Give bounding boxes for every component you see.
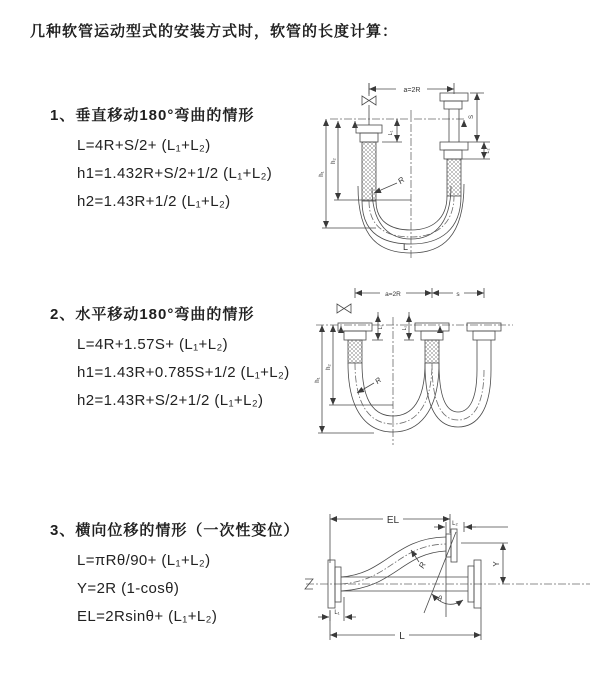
section-2 xyxy=(50,303,290,414)
diagram-lateral-displacement xyxy=(298,505,598,650)
dim-label-el: EL xyxy=(386,515,400,526)
dim-label-h2: h₂ xyxy=(331,158,337,164)
section-2-formulas xyxy=(50,330,290,414)
radius-label: R xyxy=(417,560,428,570)
diagram-vertical-180-bend xyxy=(312,76,512,261)
diagram3-linework xyxy=(305,513,590,641)
section-1-heading: 1、垂直移动180°弯曲的情形 xyxy=(50,107,255,124)
left-flange xyxy=(338,323,372,363)
diagram-horizontal-180-bend xyxy=(308,285,598,450)
formula-line: h2=1.43R+1/2 (L₁+L₂) xyxy=(77,192,231,210)
dim-label-s: S xyxy=(469,114,475,120)
dim-label-y: Y xyxy=(492,561,501,567)
formula-line: L=πRθ/90+ (L₁+L₂) xyxy=(77,551,211,569)
dim-label-h2: h₂ xyxy=(326,364,332,370)
dim-label-h1: h₁ xyxy=(315,377,321,383)
dim-label-l1: L₁ xyxy=(388,130,394,136)
formula-line: h1=1.432R+S/2+1/2 (L₁+L₂) xyxy=(77,164,273,182)
dim-label-l1: L₁ xyxy=(334,610,340,616)
right-flange-stack xyxy=(440,93,468,196)
dim-label-h1: h₁ xyxy=(319,171,325,177)
section-2-heading: 2、水平移动180°弯曲的情形 xyxy=(50,306,255,323)
dim-label-a2r: a=2R xyxy=(403,87,421,94)
middle-flange xyxy=(415,323,449,363)
page-title: 几种软管运动型式的安装方式时，软管的长度计算： xyxy=(30,23,399,40)
formula-line: h2=1.43R+S/2+1/2 (L₁+L₂) xyxy=(77,391,264,409)
section-3 xyxy=(50,519,299,630)
dim-label-s: s xyxy=(456,291,460,298)
dim-label-a2r: a=2R xyxy=(385,291,401,298)
formula-line: L=4R+1.57S+ (L₁+L₂) xyxy=(77,335,229,353)
angle-arc xyxy=(432,594,463,604)
formula-line: L=4R+S/2+ (L₁+L₂) xyxy=(77,136,211,154)
section-3-formulas xyxy=(50,546,299,630)
hose-u-bends xyxy=(348,363,491,432)
formula-line: EL=2Rsinθ+ (L₁+L₂) xyxy=(77,607,218,625)
section-3-heading: 3、横向位移的情形（一次性变位） xyxy=(50,522,300,539)
dim-label-l2: L₂ xyxy=(485,148,491,154)
radius-label: R xyxy=(396,175,407,186)
diagram2-linework xyxy=(316,288,513,445)
valve-icon xyxy=(362,96,376,105)
diagram1-linework xyxy=(322,83,490,258)
right-flange xyxy=(467,323,501,370)
radius-label: R xyxy=(373,375,384,386)
section-1 xyxy=(50,104,272,215)
valve-icon xyxy=(337,304,351,313)
angle-label: θ xyxy=(438,596,442,603)
left-flange xyxy=(356,125,382,201)
dim-label-l2: L₂ xyxy=(452,521,458,527)
section-1-formulas xyxy=(50,131,272,215)
length-label: L xyxy=(403,242,409,252)
formula-line: h1=1.43R+0.785S+1/2 (L₁+L₂) xyxy=(77,363,290,381)
dim-label-l: L xyxy=(399,631,405,642)
formula-line: Y=2R (1-cosθ) xyxy=(77,579,180,597)
dim-label-l2: L₂ xyxy=(402,325,408,331)
dim-label-l1: L₁ xyxy=(378,324,384,330)
hose-s-curve xyxy=(341,537,446,591)
